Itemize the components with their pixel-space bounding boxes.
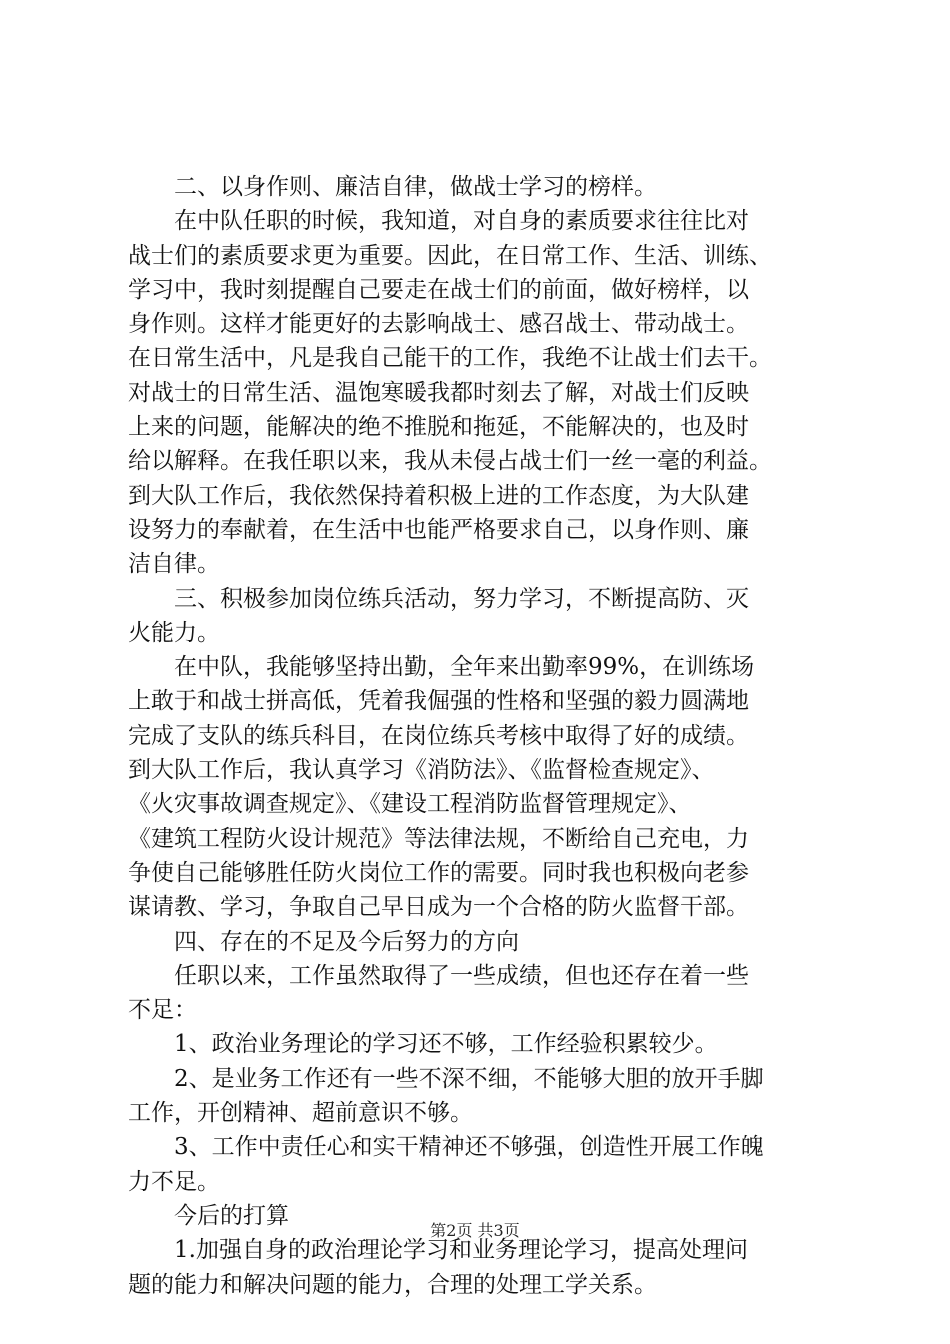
text-line: 争使自己能够胜任防火岗位工作的需要。同时我也积极向老参 [128, 859, 749, 886]
text-line: 2、是业务工作还有一些不深不细，不能够大胆的放开手脚 [128, 1065, 764, 1092]
text-line: 设努力的奉献着，在生活中也能严格要求自己，以身作则、廉 [128, 516, 749, 543]
text-line: 在中队任职的时候，我知道，对自身的素质要求往往比对 [128, 208, 749, 235]
text-line: 《建筑工程防火设计规范》等法律法规，不断给自己充电，力 [128, 825, 749, 852]
text-line: 到大队工作后，我依然保持着积极上进的工作态度，为大队建 [128, 482, 749, 509]
text-line: 到大队工作后，我认真学习《消防法》、《监督检查规定》、 [128, 757, 715, 784]
text-line: 上敢于和战士拼高低，凭着我倔强的性格和坚强的毅力圆满地 [128, 688, 749, 715]
text-line: 四、存在的不足及今后努力的方向 [128, 928, 519, 955]
text-line: 战士们的素质要求更为重要。因此，在日常工作、生活、训练、 [128, 242, 772, 269]
text-line: 不足： [128, 997, 197, 1024]
text-line: 力不足。 [128, 1168, 220, 1195]
text-line: 今后的打算 [128, 1202, 289, 1229]
text-line: 火能力。 [128, 619, 220, 646]
text-line: 1.加强自身的政治理论学习和业务理论学习，提高处理问 [128, 1237, 748, 1264]
document-body [128, 170, 840, 1302]
text-line: 给以解释。在我任职以来，我从未侵占战士们一丝一毫的利益。 [128, 448, 772, 475]
text-line: 对战士的日常生活、温饱寒暖我都时刻去了解，对战士们反映 [128, 379, 749, 406]
text-line: 完成了支队的练兵科目，在岗位练兵考核中取得了好的成绩。 [128, 722, 749, 749]
text-line: 二、以身作则、廉洁自律，做战士学习的榜样。 [128, 174, 657, 200]
text-line: 题的能力和解决问题的能力，合理的处理工学关系。 [128, 1271, 657, 1298]
text-line: 学习中，我时刻提醒自己要走在战士们的前面，做好榜样，以 [128, 276, 749, 303]
text-line: 工作，开创精神、超前意识不够。 [128, 1100, 473, 1127]
text-line: 三、积极参加岗位练兵活动，努力学习，不断提高防、灭 [128, 585, 749, 612]
page-number-footer: 第2页 共3页 [430, 1221, 520, 1240]
text-line: 《火灾事故调查规定》、《建设工程消防监督管理规定》、 [128, 791, 692, 818]
text-line: 身作则。这样才能更好的去影响战士、感召战士、带动战士。 [128, 311, 749, 338]
text-line: 3、工作中责任心和实干精神还不够强，创造性开展工作魄 [128, 1134, 764, 1161]
text-line: 洁自律。 [128, 551, 220, 578]
text-line: 谋请教、学习，争取自己早日成为一个合格的防火监督干部。 [128, 894, 749, 921]
text-line: 在中队，我能够坚持出勤，全年来出勤率99%，在训练场 [128, 654, 755, 681]
text-line: 在日常生活中，凡是我自己能干的工作，我绝不让战士们去干。 [128, 345, 772, 372]
text-line: 任职以来，工作虽然取得了一些成绩，但也还存在着一些 [128, 962, 749, 989]
text-line: 上来的问题，能解决的绝不推脱和拖延，不能解决的，也及时 [128, 414, 749, 441]
text-line: 1、政治业务理论的学习还不够，工作经验积累较少。 [128, 1031, 718, 1058]
